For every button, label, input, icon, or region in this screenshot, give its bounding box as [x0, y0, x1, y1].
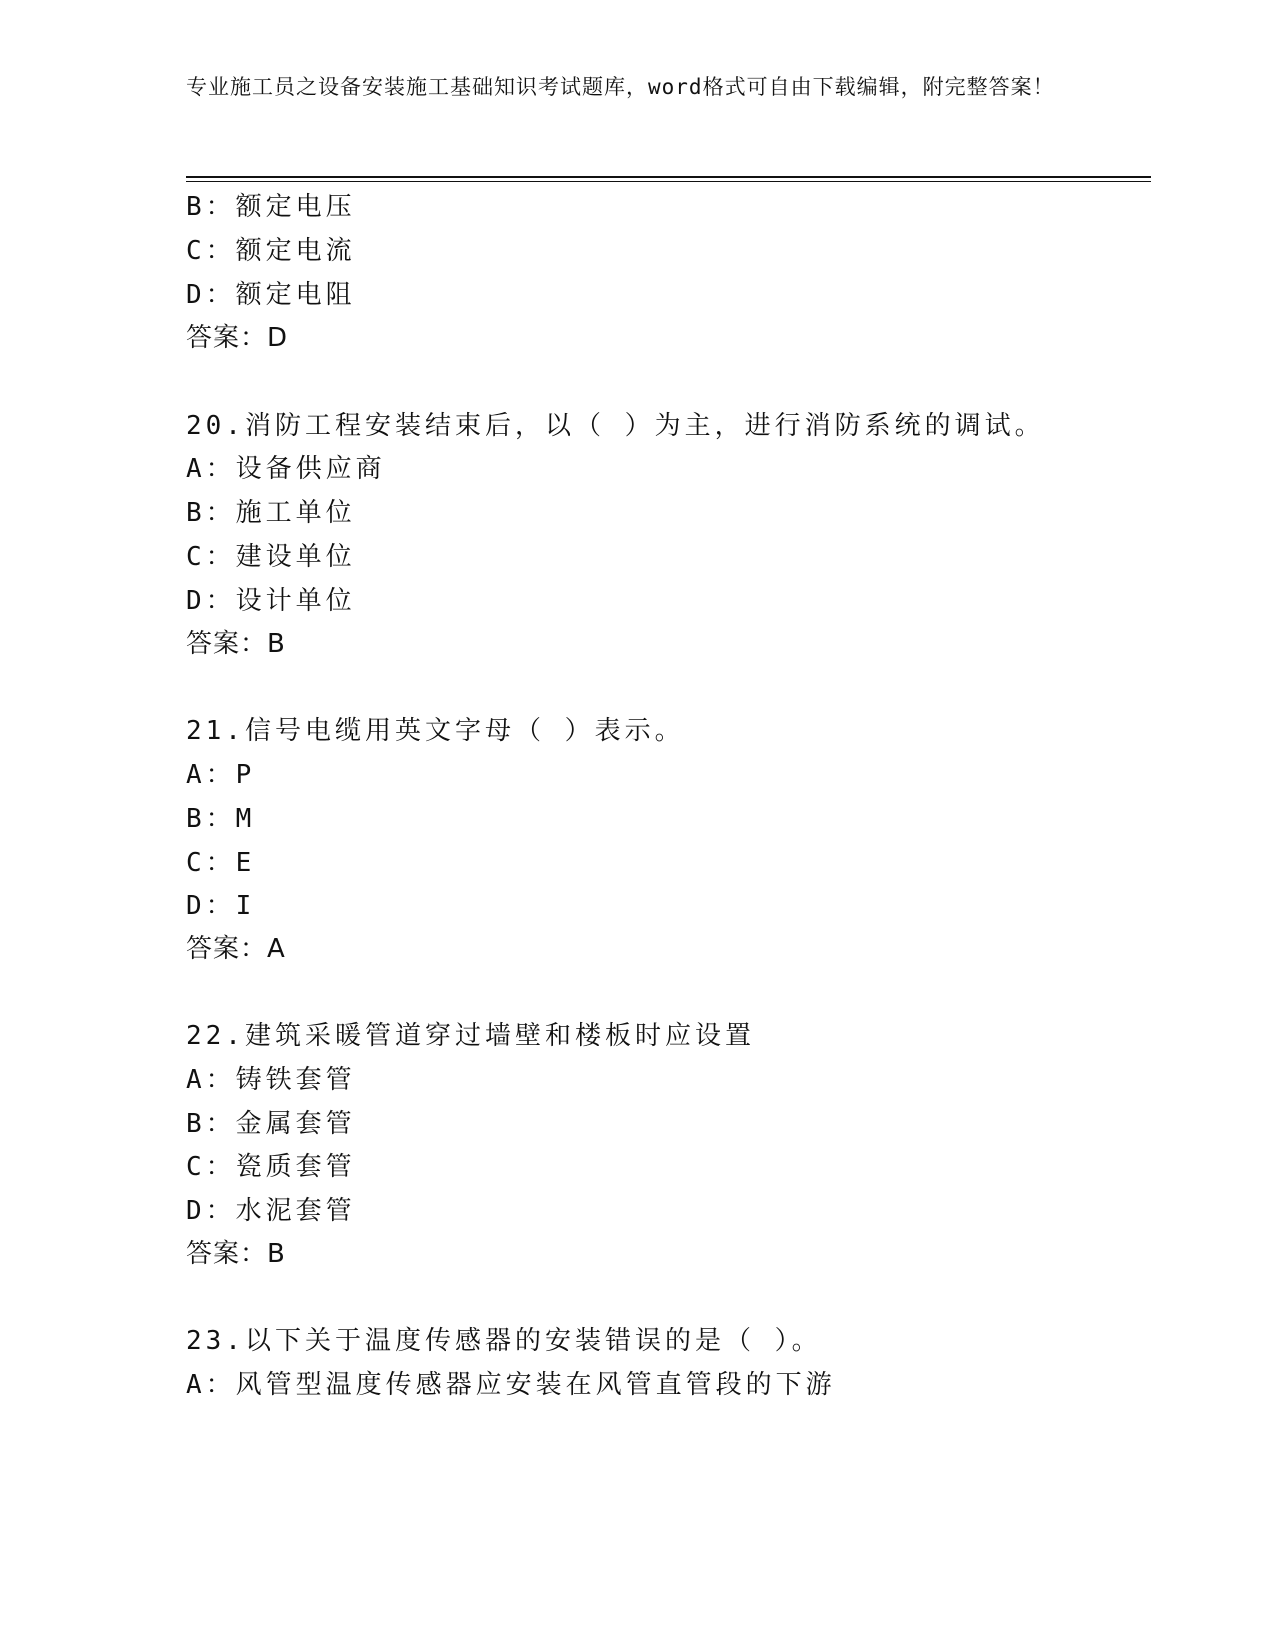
q22-option-d: D：水泥套管 [186, 1196, 356, 1226]
q20-option-c: C：建设单位 [186, 542, 356, 572]
q21-option-d: D：I [186, 891, 256, 921]
q19-option-c: C：额定电流 [186, 236, 356, 266]
q20-answer: 答案：B [186, 629, 286, 659]
q21-option-a: A：P [186, 760, 256, 790]
q20-option-d: D：设计单位 [186, 586, 356, 616]
q23-question: 23.以下关于温度传感器的安装错误的是（ ）。 [186, 1326, 822, 1356]
q20-option-a: A：设备供应商 [186, 454, 386, 484]
q21-option-b: B：M [186, 804, 256, 834]
q22-question: 22.建筑采暖管道穿过墙壁和楼板时应设置 [186, 1021, 755, 1051]
header-rule-thick [186, 176, 1151, 178]
q19-option-d: D：额定电阻 [186, 280, 356, 310]
q22-answer: 答案：B [186, 1239, 286, 1269]
q21-option-c: C：E [186, 848, 256, 878]
q22-option-b: B：金属套管 [186, 1109, 356, 1139]
q22-option-c: C：瓷质套管 [186, 1152, 356, 1182]
q19-option-b: B：额定电压 [186, 192, 356, 222]
document-header: 专业施工员之设备安装施工基础知识考试题库，word格式可自由下载编辑，附完整答案！ [186, 75, 1055, 99]
q23-option-a: A：风管型温度传感器应安装在风管直管段的下游 [186, 1370, 836, 1400]
header-rule-thin [186, 181, 1151, 182]
q20-option-b: B：施工单位 [186, 498, 356, 528]
q19-answer: 答案：D [186, 323, 289, 353]
q21-question: 21.信号电缆用英文字母（ ）表示。 [186, 716, 685, 746]
q20-question: 20.消防工程安装结束后，以（ ）为主，进行消防系统的调试。 [186, 411, 1045, 441]
q22-option-a: A：铸铁套管 [186, 1065, 356, 1095]
q21-answer: 答案：A [186, 934, 286, 964]
